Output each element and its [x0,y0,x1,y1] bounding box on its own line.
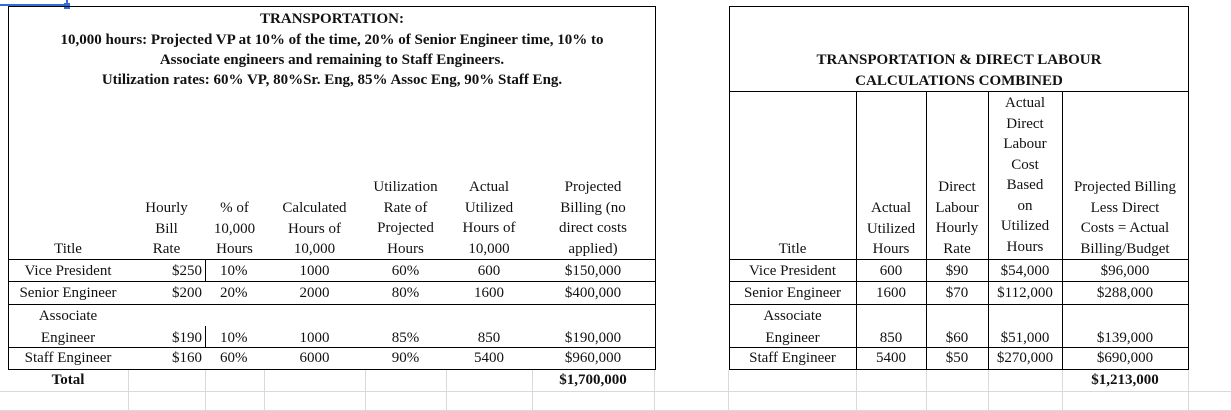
row-bill-rate: $160 [172,350,202,366]
header-actual-utilized-hours: Actual Utilized Hours [866,200,916,257]
row-title-line1: Associate [38,308,98,324]
row-bill-rate: $200 [172,285,202,301]
row-cost: $112,000 [997,285,1053,301]
row-billing: $139,000 [1096,330,1154,346]
header-actual-utilized-hours: Actual Utilized Hours of 10,000 [462,179,516,257]
left-table-title: TRANSPORTATION: [260,11,404,27]
header-title: Title [778,241,807,257]
row-actual-hours: 600 [477,263,501,279]
row-rate: $90 [945,263,969,279]
row-title: Staff Engineer [749,350,836,366]
row-billing: $288,000 [1096,285,1154,301]
row-hours: 1600 [876,285,906,301]
right-table-title-line1: TRANSPORTATION & DIRECT LABOUR [816,52,1102,68]
row-actual-hours: 5400 [474,350,504,366]
row-bill-rate: $190 [172,330,202,346]
row-title: Senior Engineer [743,285,842,301]
left-table-description-line1: 10,000 hours: Projected VP at 10% of the time, 20% of Senior Engineer time, 10% to [60,32,604,48]
header-direct-labour-rate: Direct Labour Hourly Rate [935,179,979,257]
header-direct-labour-cost: Actual Direct Labour Cost Based on Utilized Hours [1000,95,1050,255]
header-calculated-hours: Calculated Hours of 10,000 [282,200,347,257]
row-cost: $54,000 [1000,263,1050,279]
row-rate: $70 [945,285,969,301]
row-calc-hours: 1000 [299,263,330,279]
row-calc-hours: 6000 [299,350,330,366]
header-actual-billing: Projected Billing Less Direct Costs = Actual Billing/Budget [1073,179,1177,257]
row-pct: 20% [220,285,248,301]
row-cost: $270,000 [996,350,1054,366]
row-calc-hours: 2000 [299,285,330,301]
row-hours: 600 [879,263,903,279]
row-pct: 10% [220,263,248,279]
row-title-line1: Associate [763,308,822,324]
row-billing: $690,000 [1096,350,1154,366]
row-billing: $150,000 [564,263,622,279]
row-pct: 60% [220,350,248,366]
row-bill-rate: $250 [172,263,202,279]
header-title: Title [54,241,82,257]
row-billing: $190,000 [564,330,622,346]
row-rate: $60 [945,330,969,346]
row-hours: 5400 [876,350,906,366]
row-hours: 850 [879,330,903,346]
row-actual-hours: 1600 [474,285,504,301]
row-actual-hours: 850 [477,330,501,346]
row-util-rate: 90% [391,350,420,366]
row-util-rate: 80% [391,285,420,301]
total-billing: $1,700,000 [559,372,627,388]
row-billing: $400,000 [564,285,622,301]
row-title: Staff Engineer [24,350,112,366]
row-title: Vice President [749,263,836,279]
left-table-description-line3: Utilization rates: 60% VP, 80%Sr. Eng, 85% Assoc Eng, 90% Staff Eng. [101,72,563,88]
total-billing: $1,213,000 [1091,372,1159,388]
row-calc-hours: 1000 [299,330,330,346]
right-table-title-line2: CALCULATIONS COMBINED [855,73,1063,89]
row-title: Vice President [24,263,112,279]
header-utilization-rate: Utilization Rate of Projected Hours [373,179,438,257]
row-billing: $960,000 [564,350,622,366]
header-hourly-bill-rate: Hourly Bill Rate [145,200,188,257]
row-title: Senior Engineer [19,285,117,301]
row-pct: 10% [220,330,248,346]
row-cost: $51,000 [1000,330,1050,346]
row-billing: $96,000 [1100,263,1150,279]
row-util-rate: 60% [391,263,420,279]
row-rate: $50 [945,350,969,366]
row-title-line2: Engineer [40,330,96,346]
total-label: Total [51,372,85,388]
header-projected-billing: Projected Billing (no direct costs applied) [559,179,627,257]
header-pct-hours: % of 10,000 Hours [213,200,256,257]
row-util-rate: 85% [391,330,420,346]
row-title-line2: Engineer [765,330,820,346]
left-table-description-line2: Associate engineers and remaining to Staff Engineers. [159,52,505,68]
